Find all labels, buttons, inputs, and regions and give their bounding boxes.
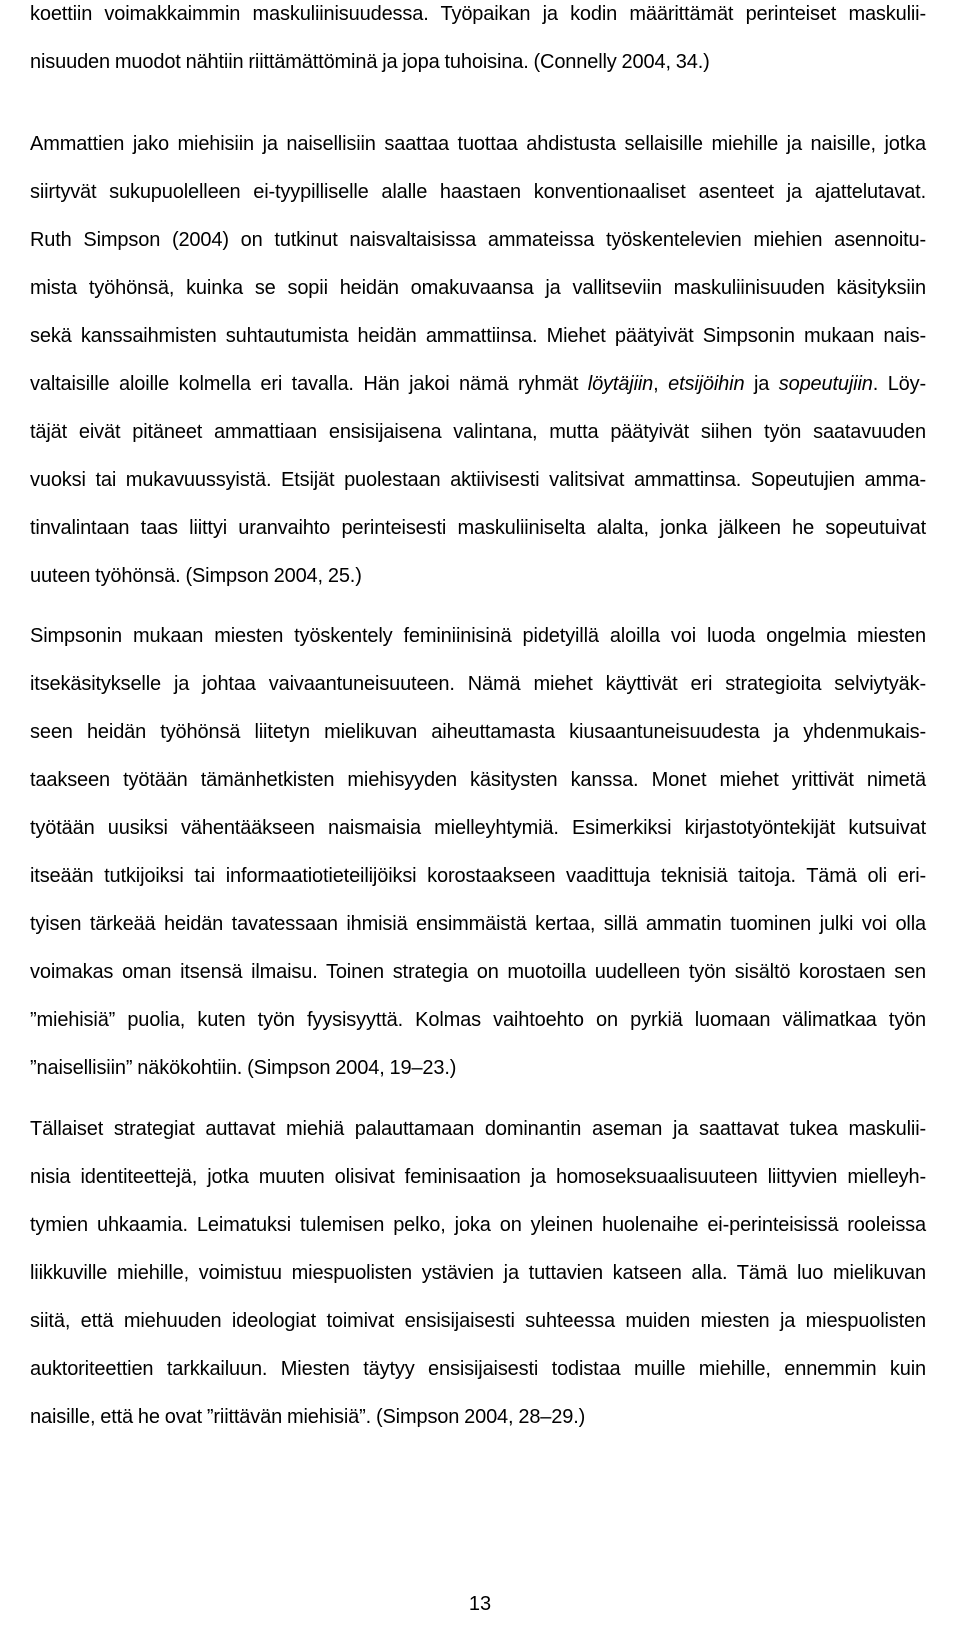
text-segment: liikkuville miehille, voimistuu miespuolisten ystävien ja tuttavien katseen alla. Tämä luo mielikuvan xyxy=(30,1262,926,1284)
text-segment: nisuuden muodot nähtiin riittämättöminä ja jopa tuhoisina. (Connelly 2004, 34.) xyxy=(30,51,710,73)
text-line xyxy=(30,852,926,900)
text-segment: koettiin voimakkaimmin maskuliinisuudessa. Työpaikan ja kodin määrittämät perinteiset maskulii- xyxy=(30,3,926,25)
text-segment: voimakas oman itsensä ilmaisu. Toinen strategia on muotoilla uudelleen työn sisältö korostaen sen xyxy=(30,961,926,983)
text-line xyxy=(30,1345,926,1393)
text-segment: täjät eivät pitäneet ammattiaan ensisijaisena valintana, mutta päätyivät siihen työn saatavuuden xyxy=(30,421,926,443)
text-line xyxy=(30,1297,926,1345)
text-line xyxy=(30,1201,926,1249)
text-line xyxy=(30,360,926,408)
text-segment: naisille, että he ovat ”riittävän miehisiä”. (Simpson 2004, 28–29.) xyxy=(30,1406,586,1428)
text-line xyxy=(30,168,926,216)
text-segment: Ruth Simpson (2004) on tutkinut naisvaltaisissa ammateissa työskentelevien miehien asennoitu- xyxy=(30,229,926,251)
text-segment: ”naisellisiin” näkökohtiin. (Simpson 2004, 19–23.) xyxy=(30,1057,457,1079)
text-segment: Simpsonin mukaan miesten työskentely feminiinisinä pidetyillä aloilla voi luoda ongelmia miesten xyxy=(30,625,926,647)
text-segment: Tällaiset strategiat auttavat miehiä palauttamaan dominantin aseman ja saattavat tukea maskulii- xyxy=(30,1118,926,1140)
text-line xyxy=(30,504,926,552)
text-line xyxy=(30,312,926,360)
text-line xyxy=(30,948,926,996)
text-segment: auktoriteettien tarkkailuun. Miesten täytyy ensisijaisesti todistaa muille miehille, ennemmin kuin xyxy=(30,1358,926,1380)
text-line xyxy=(30,1393,926,1441)
italic-term: löytäjiin xyxy=(587,373,654,395)
text-segment: taakseen työtään tämänhetkisten miehisyyden käsitysten kanssa. Monet miehet yrittivät nimetä xyxy=(30,769,926,791)
text-segment: ja xyxy=(744,373,779,395)
text-segment: itsekäsitykselle ja johtaa vaivaantuneisuuteen. Nämä miehet käyttivät eri strategioita selviytyäk- xyxy=(30,673,926,695)
text-line xyxy=(30,0,926,38)
paragraph xyxy=(30,0,926,86)
text-segment: tyisen tärkeää heidän tavatessaan ihmisiä ensimmäistä kertaa, sillä ammatin tuominen julki voi olla xyxy=(30,913,926,935)
paragraph xyxy=(30,612,926,1092)
text-segment: seen heidän työhönsä liitetyn mielikuvan aiheuttamasta kiusaantuneisuudesta ja yhdenmukais- xyxy=(30,721,926,743)
text-line xyxy=(30,612,926,660)
text-line xyxy=(30,264,926,312)
text-line xyxy=(30,708,926,756)
text-segment: tinvalintaan taas liittyi uranvaihto perinteisesti maskuliiniselta alalta, jonka jälkeen he sopeutuivat xyxy=(30,517,926,539)
text-line xyxy=(30,408,926,456)
text-line xyxy=(30,120,926,168)
page-number: 13 xyxy=(468,1593,492,1615)
italic-term: etsijöihin xyxy=(668,373,745,395)
text-line xyxy=(30,456,926,504)
paragraph xyxy=(30,120,926,600)
text-segment: mista työhönsä, kuinka se sopii heidän omakuvaansa ja vallitseviin maskuliinisuuden käsityksiin xyxy=(30,277,926,299)
italic-term: sopeutujiin xyxy=(778,373,873,395)
text-line xyxy=(30,216,926,264)
text-line xyxy=(30,1249,926,1297)
text-segment: valtaisille aloille kolmella eri tavalla. Hän jakoi nämä ryhmät xyxy=(30,373,588,395)
text-segment: vuoksi tai mukavuussyistä. Etsijät puolestaan aktiivisesti valitsivat ammattinsa. Sopeutujien amma- xyxy=(30,469,926,491)
text-line xyxy=(30,1044,926,1092)
text-segment: ”miehisiä” puolia, kuten työn fyysisyyttä. Kolmas vaihtoehto on pyrkiä luomaan välimatkaa työn xyxy=(30,1009,926,1031)
text-segment: nisia identiteettejä, jotka muuten olisivat feminisaation ja homoseksuaalisuuteen liittyvien mielleyh- xyxy=(30,1166,926,1188)
text-segment: sekä kanssaihmisten suhtautumista heidän ammattiinsa. Miehet päätyivät Simpsonin mukaan nais- xyxy=(30,325,926,347)
text-line xyxy=(30,1105,926,1153)
text-line xyxy=(30,804,926,852)
text-segment: siitä, että miehuuden ideologiat toimivat ensisijaisesti suhteessa muiden miesten ja miespuolisten xyxy=(30,1310,926,1332)
text-segment: . Löy- xyxy=(872,373,926,395)
text-segment: siirtyvät sukupuolelleen ei-tyypilliselle alalle haastaen konventionaaliset asenteet ja ajattelutavat. xyxy=(30,181,926,203)
text-line xyxy=(30,660,926,708)
text-segment: tymien uhkaamia. Leimatuksi tulemisen pelko, joka on yleinen huolenaihe ei-perinteisissä rooleissa xyxy=(30,1214,926,1236)
text-segment: Ammattien jako miehisiin ja naisellisiin saattaa tuottaa ahdistusta sellaisille miehille ja naisille, jotka xyxy=(30,133,926,155)
text-segment: työtään uusiksi vähentääkseen naismaisia mielleyhtymiä. Esimerkiksi kirjastotyöntekijät kutsuivat xyxy=(30,817,926,839)
text-line xyxy=(30,38,926,86)
text-segment: , xyxy=(653,373,669,395)
text-line xyxy=(30,1153,926,1201)
text-segment: itseään tutkijoiksi tai informaatiotieteilijöiksi korostaakseen vaadittuja teknisiä taitoja. Tämä oli eri- xyxy=(30,865,926,887)
paragraph xyxy=(30,1105,926,1441)
text-line xyxy=(30,996,926,1044)
text-segment: uuteen työhönsä. (Simpson 2004, 25.) xyxy=(30,565,362,587)
text-line xyxy=(30,900,926,948)
text-line xyxy=(30,756,926,804)
text-line xyxy=(30,552,926,600)
